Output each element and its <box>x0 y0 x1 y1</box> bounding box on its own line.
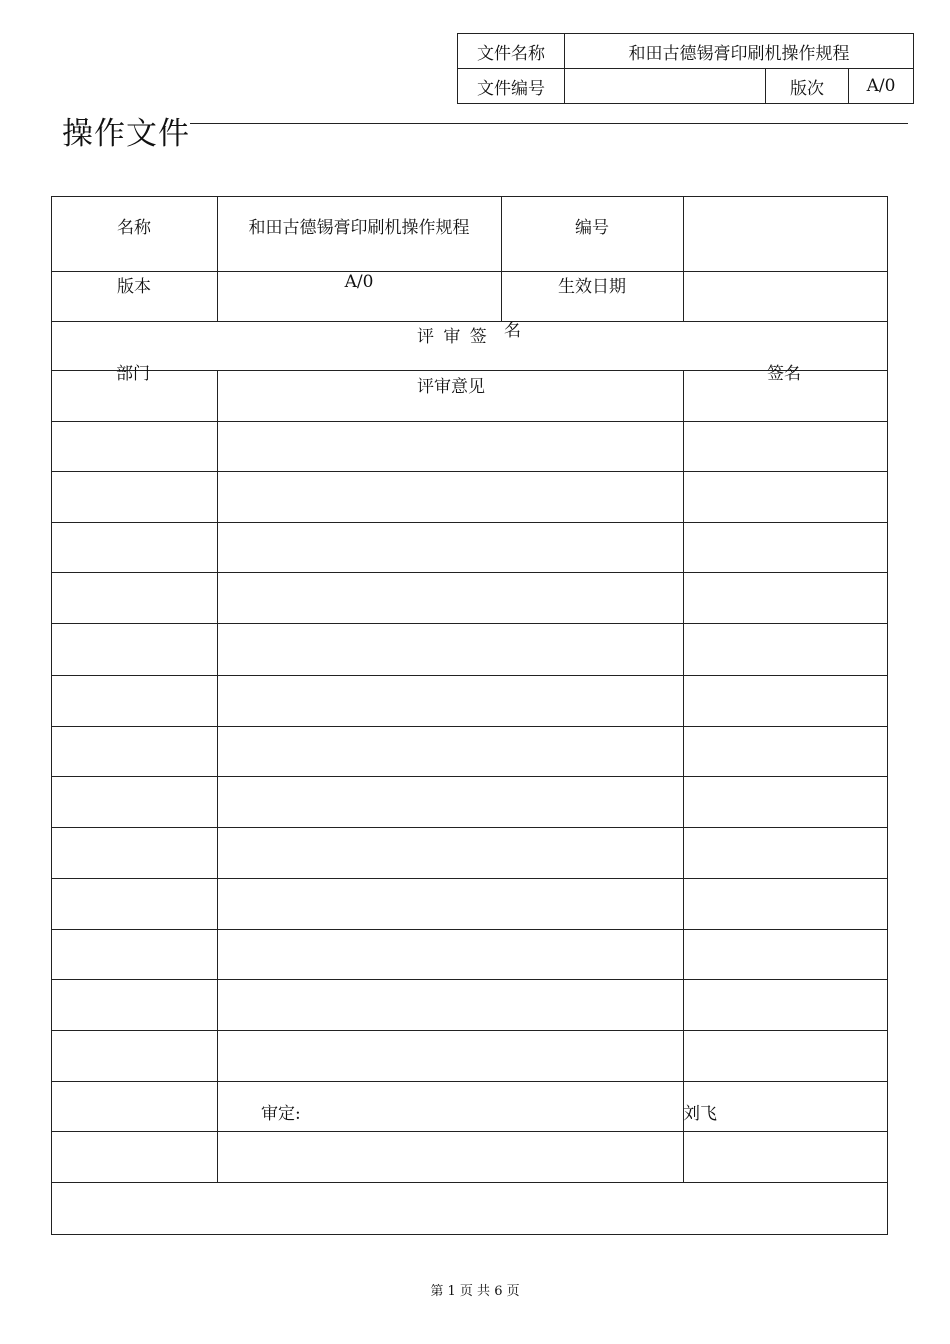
header-info-table <box>457 33 914 104</box>
row-line <box>51 776 887 777</box>
page-footer: 第 1 页 共 6 页 <box>430 1284 520 1299</box>
file-no-label: 文件编号 <box>458 69 565 104</box>
col-line <box>683 370 684 1182</box>
version-value: A/0 <box>849 69 914 104</box>
title-rule <box>190 123 908 124</box>
row-line <box>51 471 887 472</box>
approve-label: 审定: <box>261 1104 301 1124</box>
review-section-title: 评 审 签 <box>417 327 489 347</box>
row-line <box>51 1081 887 1082</box>
review-section-title-tail: 名 <box>504 321 521 341</box>
effective-date-label: 生效日期 <box>558 277 626 297</box>
row-line <box>51 979 887 980</box>
row-line <box>51 1182 887 1183</box>
file-name-label: 文件名称 <box>458 34 565 69</box>
row-line <box>51 522 887 523</box>
row-line <box>51 370 887 371</box>
sign-column-header: 签名 <box>767 364 801 384</box>
review-form <box>51 196 887 1234</box>
dept-column-header: 部门 <box>116 364 150 384</box>
version-value: A/0 <box>344 272 374 292</box>
row-line <box>51 726 887 727</box>
version-label: 版次 <box>766 69 849 104</box>
name-value: 和田古德锡膏印刷机操作规程 <box>248 218 470 238</box>
approve-name: 刘飞 <box>683 1104 717 1124</box>
row-line <box>51 623 887 624</box>
row-line <box>51 1131 887 1132</box>
row-line <box>51 572 887 573</box>
row-line <box>51 929 887 930</box>
code-label: 编号 <box>575 218 609 238</box>
row-line <box>51 421 887 422</box>
col-line <box>683 196 684 321</box>
file-no-value <box>565 69 766 104</box>
file-name-value: 和田古德锡膏印刷机操作规程 <box>565 34 914 69</box>
col-line <box>217 370 218 1182</box>
row-line <box>51 675 887 676</box>
row-line <box>51 878 887 879</box>
version-label: 版本 <box>117 277 151 297</box>
page-title: 操作文件 <box>62 116 190 152</box>
form-border <box>51 196 888 1235</box>
row-line <box>51 1030 887 1031</box>
opinion-column-header: 评审意见 <box>417 377 485 397</box>
row-line <box>51 827 887 828</box>
name-label: 名称 <box>117 218 151 238</box>
